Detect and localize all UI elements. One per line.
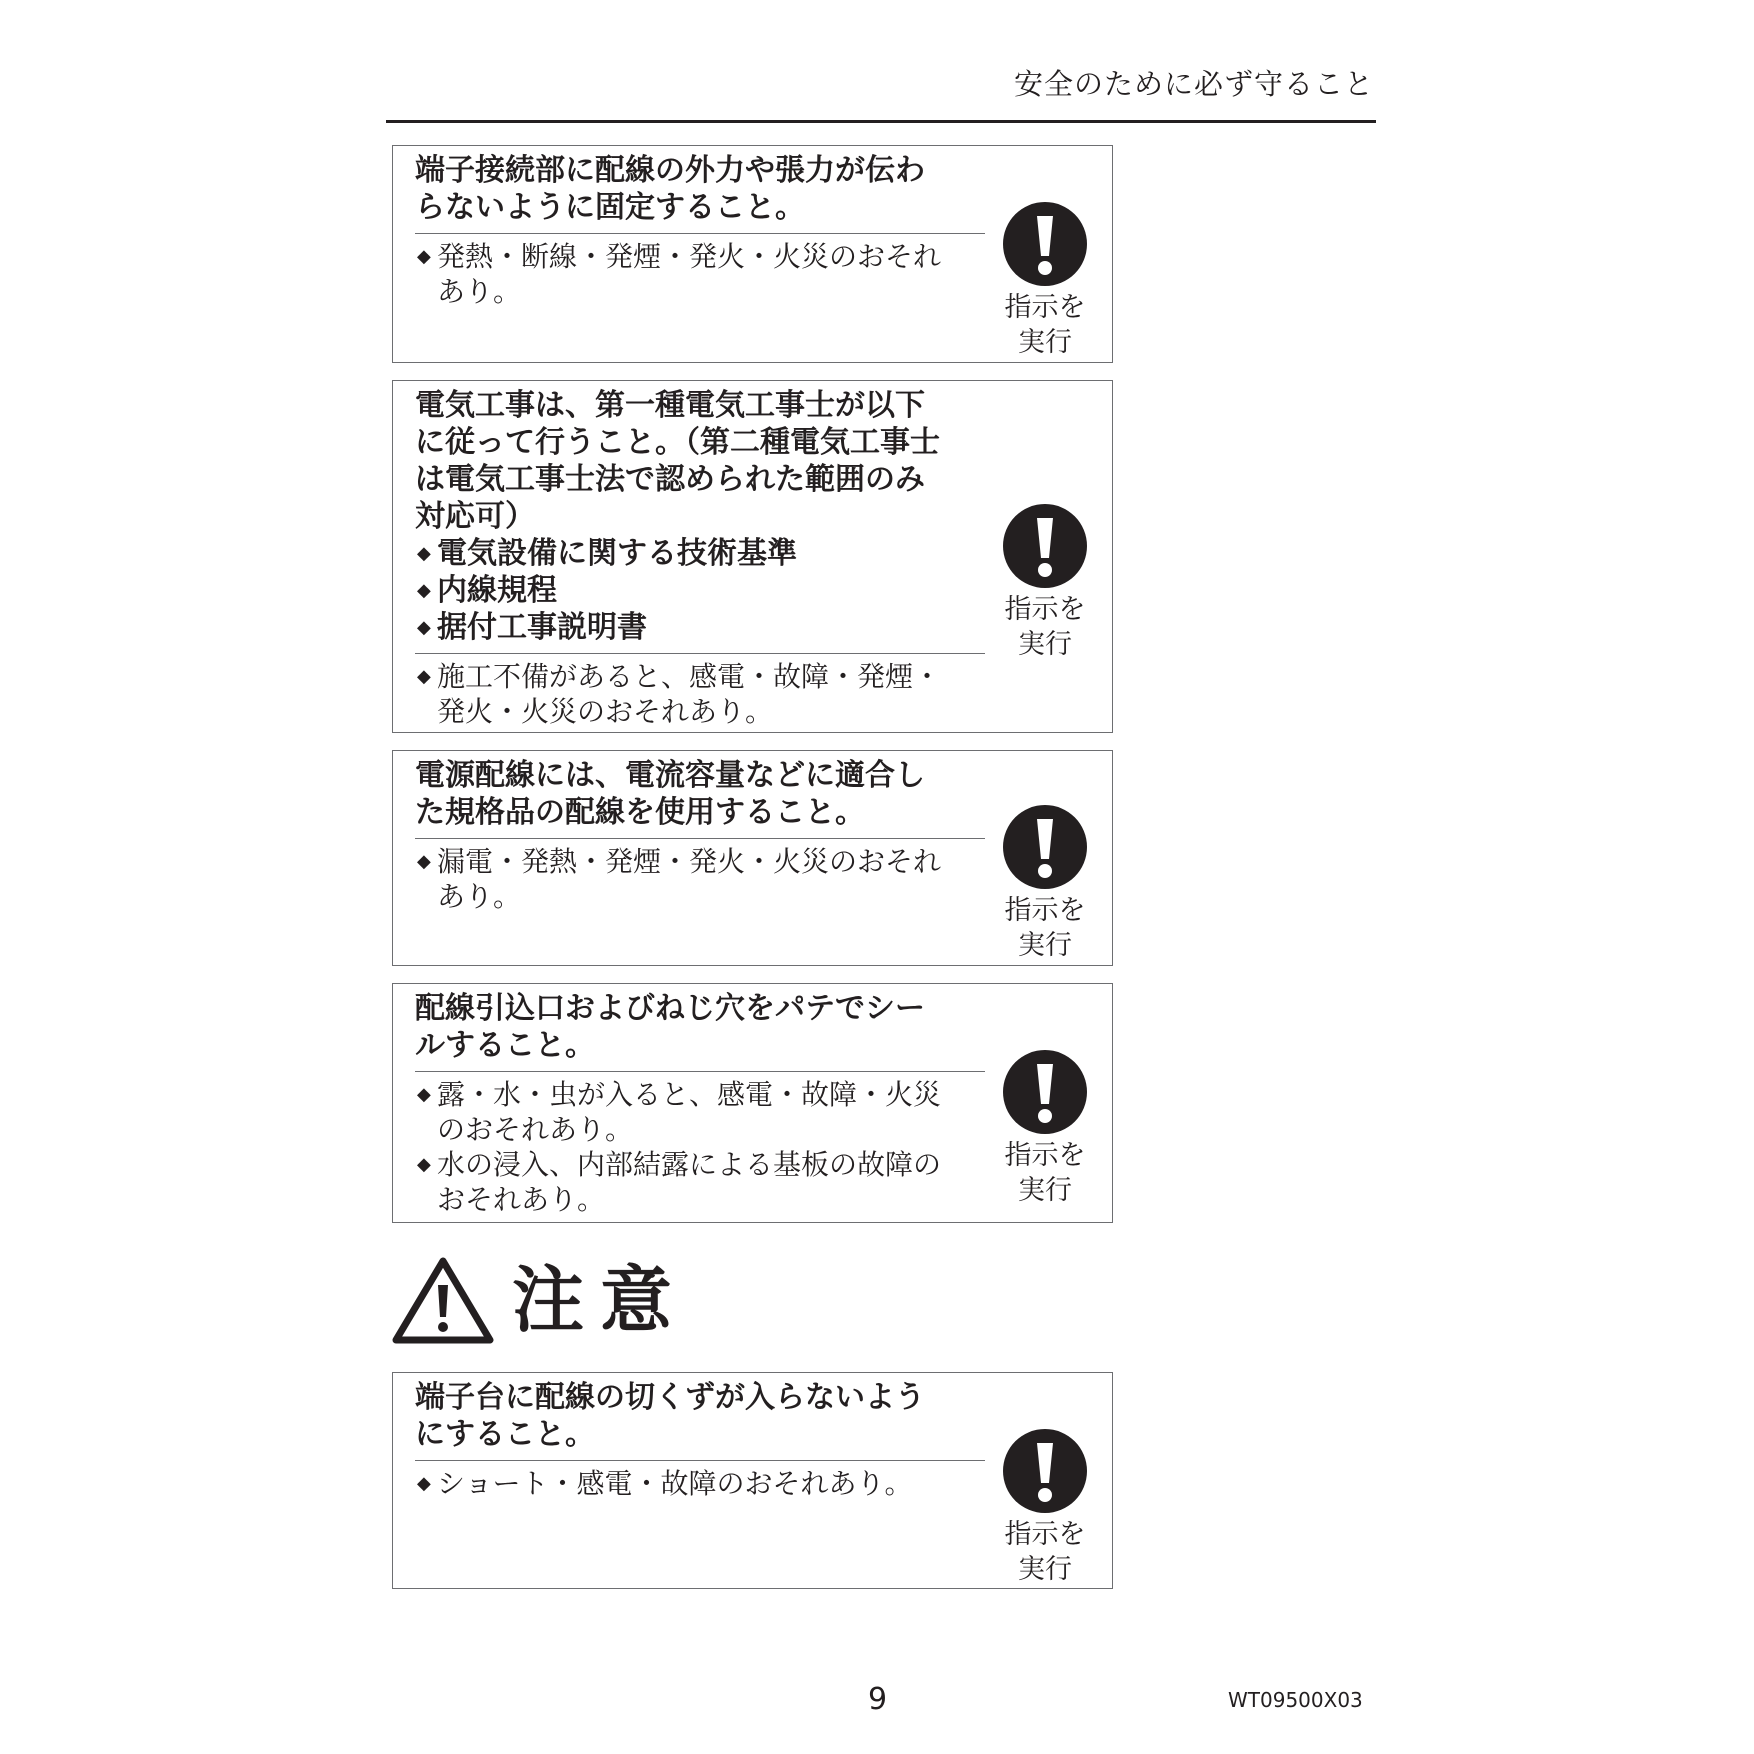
heading-divider <box>415 1071 985 1072</box>
heading-line: に従って行うこと。（第二種電気工事士 <box>415 425 940 460</box>
bullet-diamond-icon: ◆ <box>417 543 431 564</box>
bullet-diamond-icon: ◆ <box>417 1154 431 1175</box>
bullet-diamond-icon: ◆ <box>417 246 431 267</box>
instruction-label <box>1000 592 1090 662</box>
warning-heading <box>415 757 985 831</box>
bullet-diamond-icon: ◆ <box>417 851 431 872</box>
heading-line: にすること。 <box>415 1417 595 1452</box>
warning-box-content <box>415 152 985 309</box>
standard-item <box>417 535 985 572</box>
warning-box-content <box>415 1379 985 1501</box>
instruction-label-line: 実行 <box>1018 327 1072 358</box>
standard-item-label: 電気設備に関する技術基準 <box>437 536 797 571</box>
warning-box-1 <box>392 145 1113 363</box>
heading-line: 端子接続部に配線の外力や張力が伝わ <box>415 153 925 188</box>
note-line: 露・水・虫が入ると、感電・故障・火災 <box>437 1078 942 1111</box>
bullet-diamond-icon: ◆ <box>417 617 431 638</box>
exclamation-circle-icon <box>1003 202 1087 286</box>
page-number: 9 <box>868 1682 888 1717</box>
heading-divider <box>415 233 985 234</box>
standard-item <box>417 572 985 609</box>
instruction-label-line: 実行 <box>1018 1554 1072 1585</box>
heading-line: 電気工事は、第一種電気工事士が以下 <box>415 388 925 423</box>
warning-box-content <box>415 387 985 729</box>
note-line: 発火・火災のおそれあり。 <box>437 695 774 728</box>
exclamation-circle-icon <box>1003 1050 1087 1134</box>
exclamation-circle-icon <box>1003 805 1087 889</box>
warning-box-2 <box>392 380 1113 733</box>
document-code: WT09500X03 <box>1228 1688 1363 1712</box>
standard-item-label: 内線規程 <box>437 573 557 608</box>
note-line: 水の浸入、内部結露による基板の故障の <box>437 1148 942 1181</box>
warning-box-content <box>415 990 985 1217</box>
note-line: のおそれあり。 <box>437 1113 634 1146</box>
standard-list <box>415 535 985 646</box>
instruction-label-line: 指示を <box>1004 1519 1086 1550</box>
heading-line: 配線引込口およびねじ穴をパテでシー <box>415 991 925 1026</box>
instruction-mark <box>1000 504 1090 662</box>
instruction-label <box>1000 290 1090 360</box>
standard-item-label: 据付工事説明書 <box>437 610 647 645</box>
instruction-label-line: 指示を <box>1004 1140 1086 1171</box>
heading-line: 電源配線には、電流容量などに適合し <box>415 758 925 793</box>
caution-box-1 <box>392 1372 1113 1589</box>
note-line: おそれあり。 <box>437 1183 606 1216</box>
warning-box-content <box>415 757 985 914</box>
note-line: 発熱・断線・発煙・発火・火災のおそれ <box>437 240 942 273</box>
risk-note <box>415 1147 985 1217</box>
warning-box-3 <box>392 750 1113 966</box>
heading-divider <box>415 838 985 839</box>
instruction-label <box>1000 1517 1090 1587</box>
instruction-mark <box>1000 1050 1090 1208</box>
heading-divider <box>415 653 985 654</box>
instruction-mark <box>1000 805 1090 963</box>
warning-triangle-icon <box>390 1255 496 1345</box>
heading-line: 対応可） <box>415 499 535 534</box>
bullet-diamond-icon: ◆ <box>417 1084 431 1105</box>
risk-note <box>415 1077 985 1147</box>
standard-item <box>417 609 985 646</box>
caution-heading: 注意 <box>512 1258 689 1342</box>
heading-line: らないように固定すること。 <box>415 190 805 225</box>
heading-divider <box>415 1460 985 1461</box>
exclamation-circle-icon <box>1003 504 1087 588</box>
instruction-label-line: 実行 <box>1018 629 1072 660</box>
warning-box-4 <box>392 983 1113 1223</box>
instruction-label-line: 指示を <box>1004 292 1086 323</box>
bullet-diamond-icon: ◆ <box>417 666 431 687</box>
heading-line: 端子台に配線の切くずが入らないよう <box>415 1380 925 1415</box>
section-header-title: 安全のために必ず守ること <box>1013 67 1374 101</box>
risk-note <box>415 659 985 729</box>
note-line: あり。 <box>437 275 522 308</box>
note-line: ショート・感電・故障のおそれあり。 <box>437 1467 913 1500</box>
heading-line: は電気工事士法で認められた範囲のみ <box>415 462 925 497</box>
instruction-mark <box>1000 1429 1090 1587</box>
bullet-diamond-icon: ◆ <box>417 1473 431 1494</box>
heading-line: ルすること。 <box>415 1028 595 1063</box>
warning-heading <box>415 387 985 535</box>
exclamation-circle-icon <box>1003 1429 1087 1513</box>
instruction-label-line: 指示を <box>1004 895 1086 926</box>
instruction-mark <box>1000 202 1090 360</box>
note-line: 漏電・発熱・発煙・発火・火災のおそれ <box>437 845 942 878</box>
bullet-diamond-icon: ◆ <box>417 580 431 601</box>
instruction-label <box>1000 893 1090 963</box>
warning-heading <box>415 1379 985 1453</box>
header-divider <box>386 120 1376 123</box>
heading-line: た規格品の配線を使用すること。 <box>415 795 865 830</box>
instruction-label-line: 実行 <box>1018 930 1072 961</box>
risk-note <box>415 844 985 914</box>
instruction-label-line: 指示を <box>1004 594 1086 625</box>
note-line: あり。 <box>437 880 522 913</box>
warning-heading <box>415 990 985 1064</box>
note-line: 施工不備があると、感電・故障・発煙・ <box>437 660 942 693</box>
instruction-label <box>1000 1138 1090 1208</box>
warning-heading <box>415 152 985 226</box>
instruction-label-line: 実行 <box>1018 1175 1072 1206</box>
risk-note <box>415 239 985 309</box>
risk-note <box>415 1466 985 1501</box>
